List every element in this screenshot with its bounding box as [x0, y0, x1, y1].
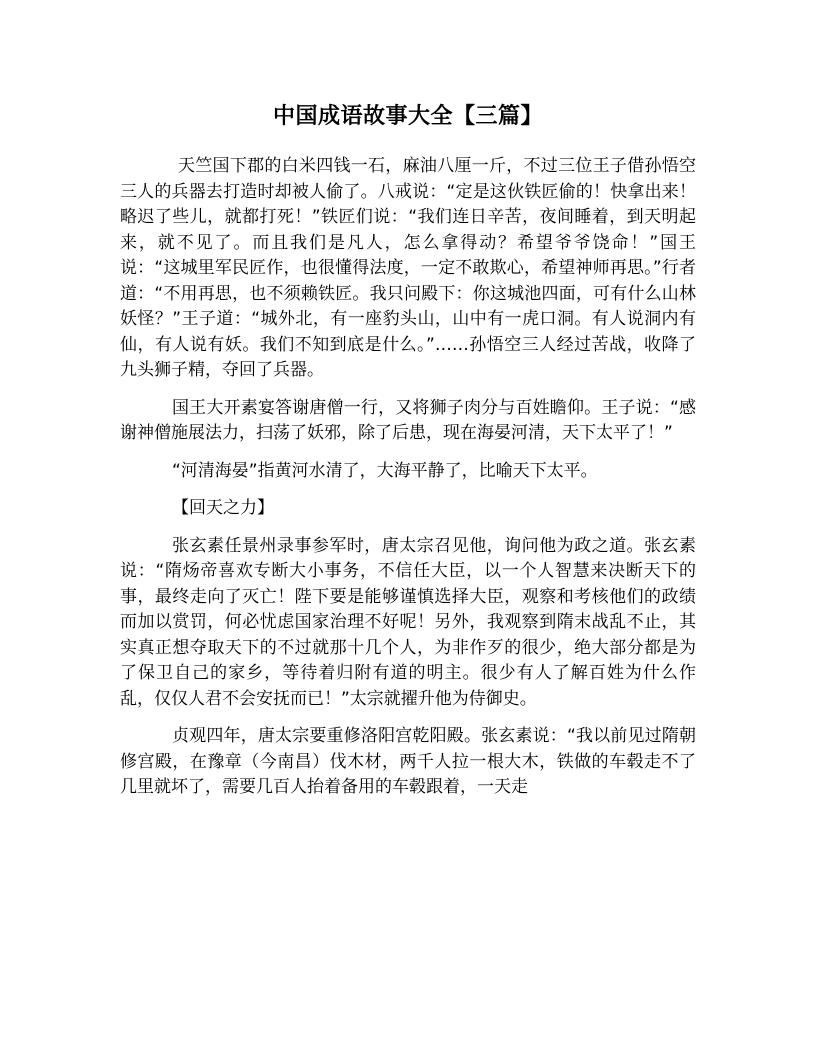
- paragraph-4: 张玄素任景州录事参军时，唐太宗召见他，询问他为政之道。张玄素说：“隋炀帝喜欢专断大小事务，不信任大臣，以一个人智慧来决断天下的事，最终走向了灭亡！陛下要是能够谨慎选择大臣，观察和考核他们的政绩而加以赏罚，何必忧虑国家治理不好呢！另外，我观察到隋末战乱不止，其实真正想夺取天下的不过就那十几个人，为非作歹的很少，绝大部分都是为了保卫自己的家乡，等待着归附有道的明主。很少有人了解百姓为什么作乱，仅仅人君不会安抚而已！”太宗就擢升他为侍御史。: [120, 535, 696, 709]
- document-title: 中国成语故事大全【三篇】: [272, 104, 543, 129]
- document-body: [120, 154, 696, 813]
- section-heading: 【回天之力】: [172, 498, 274, 518]
- paragraph-1: 天竺国下郡的白米四钱一石，麻油八厘一斤，不过三位王子借孙悟空三人的兵器去打造时却被人偷了。八戒说：“定是这伙铁匠偷的！快拿出来！略迟了些儿，就都打死！”铁匠们说：“我们连日辛苦，夜间睡着，到天明起来，就不见了。而且我们是凡人，怎么拿得动？希望爷爷饶命！”国王说：“这城里军民匠作，也很懂得法度，一定不敢欺心，希望神师再思。”行者道：“不用再思，也不须赖铁匠。我只问殿下：你这城池四面，可有什么山林妖怪？”王子道：“城外北，有一座豹头山，山中有一虎口洞。有人说洞内有仙，有人说有妖。我们不知到底是什么。”……孙悟空三人经过苦战，收降了九头狮子精，夺回了兵器。: [120, 156, 696, 380]
- paragraph-2: 国王大开素宴答谢唐僧一行，又将狮子肉分与百姓瞻仰。王子说：“感谢神僧施展法力，扫荡了妖邪，除了后患，现在海晏河清，天下太平了！”: [120, 397, 696, 443]
- paragraph-3: “河清海晏”指黄河水清了，大海平静了，比喻天下太平。: [172, 460, 598, 481]
- paragraph-5: 贞观四年，唐太宗要重修洛阳宫乾阳殿。张玄素说：“我以前见过隋朝修宫殿，在豫章（今南昌）伐木材，两千人拉一根大木，铁做的车毂走不了几里就坏了，需要几百人抬着备用的车毂跟着，一天走: [120, 726, 696, 797]
